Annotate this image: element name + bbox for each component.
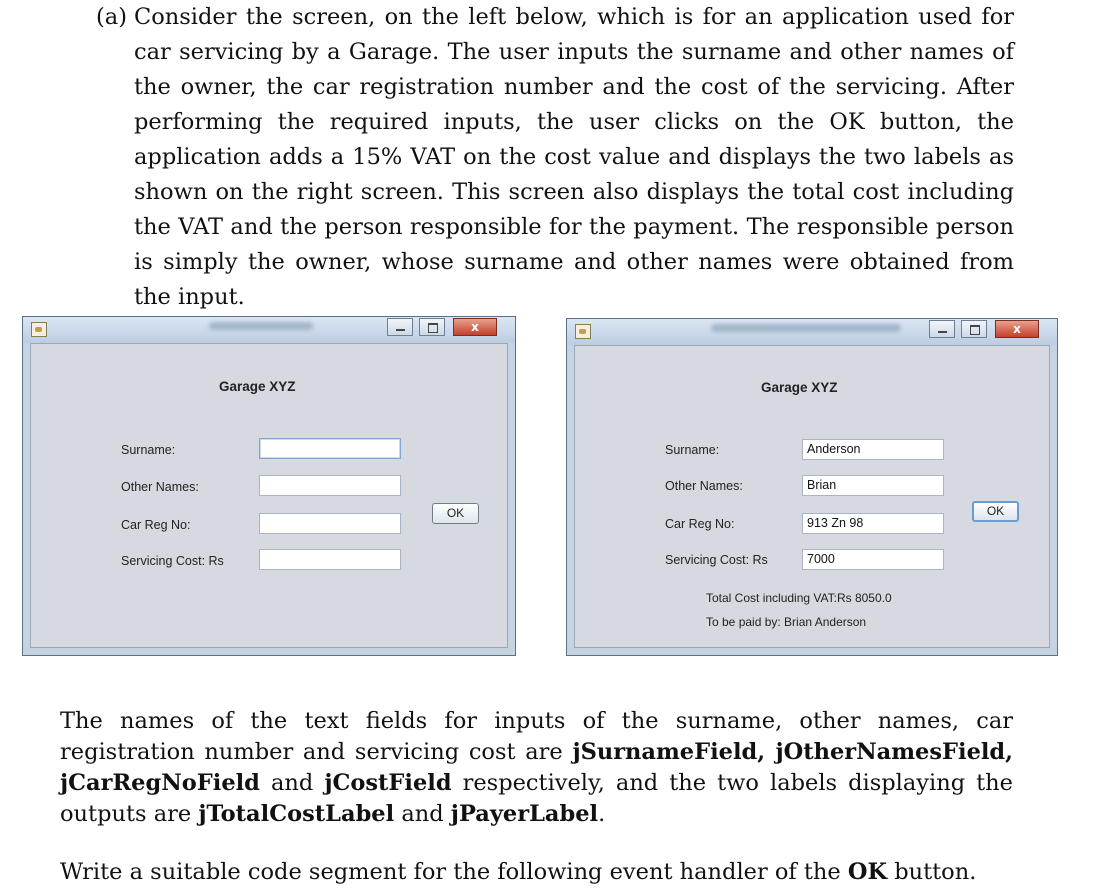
field-names: jSurnameField, jOtherNamesField, jCarRegNoField <box>60 739 1013 796</box>
total-label-name: jTotalCostLabel <box>198 801 395 827</box>
para-text: and <box>394 801 451 827</box>
para-text: The names of the text fields for inputs of the surname, other names, car registration number and servicing cost are <box>60 708 1013 765</box>
minimize-button[interactable] <box>929 320 955 338</box>
para-text: . <box>598 801 606 827</box>
para-text: Write a suitable code segment for the following event handler of the <box>60 859 848 885</box>
car-reg-label: Car Reg No: <box>121 518 191 532</box>
cost-field[interactable]: 7000 <box>802 549 944 570</box>
other-names-field[interactable]: Brian <box>802 475 944 496</box>
left-window <box>22 316 516 656</box>
cost-label: Servicing Cost: Rs <box>665 553 768 567</box>
java-app-icon <box>575 324 591 339</box>
right-window <box>566 318 1058 656</box>
para-text: and <box>259 770 325 796</box>
cost-field-name: jCostField <box>324 770 452 796</box>
question-text: Consider the screen, on the left below, which is for an application used for car servicing by a Garage. The user inputs the surname and other names of the owner, the car registration number and the cost of the servicing. After performing the required inputs, the user clicks on the OK button, the application adds a 15% VAT on the cost value and displays the two labels as shown on the right screen. This screen also displays the total cost including the VAT and the person responsible for the payment. The responsible person is simply the owner, whose surname and other names were obtained from the input. <box>134 4 1014 310</box>
car-reg-label: Car Reg No: <box>665 517 735 531</box>
close-button[interactable]: x <box>453 318 497 336</box>
surname-field[interactable]: Anderson <box>802 439 944 460</box>
para-text: button. <box>887 859 977 885</box>
maximize-button[interactable] <box>419 318 445 336</box>
other-names-label: Other Names: <box>665 479 743 493</box>
form-title: Garage XYZ <box>761 380 838 395</box>
car-reg-field[interactable] <box>259 513 401 534</box>
surname-label: Surname: <box>665 443 720 457</box>
minimize-button[interactable] <box>387 318 413 336</box>
ok-keyword: OK <box>847 859 888 885</box>
para-text: respectively, and the two labels displaying the outputs are <box>60 770 1013 827</box>
total-cost-label: Total Cost including VAT:Rs 8050.0 <box>706 591 892 605</box>
close-button[interactable]: x <box>995 320 1039 338</box>
right-window-title-blurred <box>711 324 901 332</box>
left-window-titlebar[interactable] <box>23 317 515 343</box>
maximize-button[interactable] <box>961 320 987 338</box>
left-window-content <box>30 343 508 648</box>
other-names-field[interactable] <box>259 475 401 496</box>
payer-label: To be paid by: Brian Anderson <box>706 615 867 629</box>
right-window-titlebar[interactable] <box>567 319 1057 345</box>
payer-label-name: jPayerLabel <box>450 801 599 827</box>
surname-field[interactable] <box>259 438 401 459</box>
ok-button[interactable]: OK <box>432 503 479 524</box>
ok-button[interactable]: OK <box>972 501 1019 522</box>
other-names-label: Other Names: <box>121 480 199 494</box>
field-names-paragraph <box>60 706 1013 830</box>
surname-label: Surname: <box>121 443 176 457</box>
cost-field[interactable] <box>259 549 401 570</box>
instruction-paragraph <box>60 857 1013 888</box>
right-window-content <box>574 345 1050 648</box>
question-label: (a) <box>96 4 127 30</box>
form-title: Garage XYZ <box>219 379 296 394</box>
left-window-title-blurred <box>209 322 313 330</box>
java-app-icon <box>31 322 47 337</box>
car-reg-field[interactable]: 913 Zn 98 <box>802 513 944 534</box>
cost-label: Servicing Cost: Rs <box>121 554 224 568</box>
